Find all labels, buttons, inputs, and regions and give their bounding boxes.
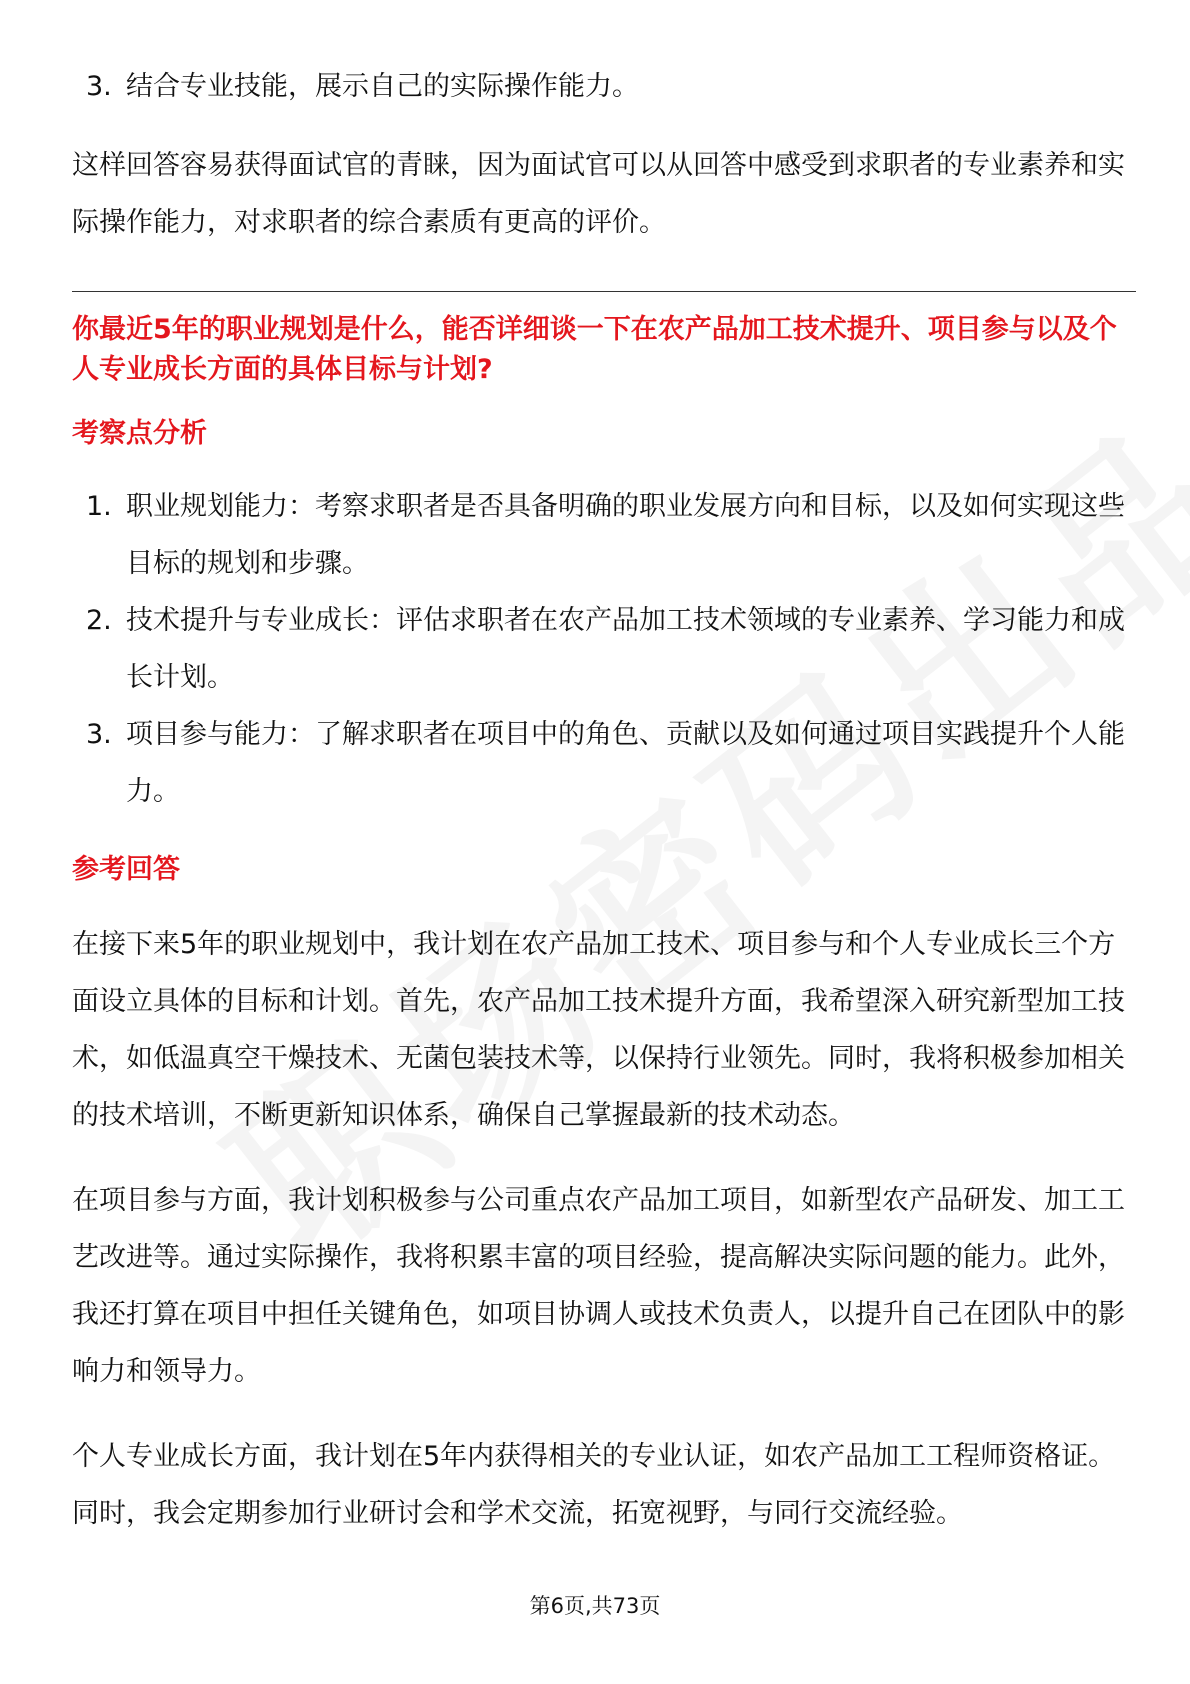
list-text: 技术提升与专业成长：评估求职者在农产品加工技术领域的专业素养、学习能力和成长计划。 bbox=[126, 605, 1125, 693]
analysis-item bbox=[72, 592, 1132, 706]
intro-paragraph: 这样回答容易获得面试官的青睐，因为面试官可以从回答中感受到求职者的专业素养和实际操作能力，对求职者的综合素质有更高的评价。 bbox=[72, 150, 1125, 238]
list-number: 2. bbox=[86, 605, 112, 636]
answer-paragraph: 在项目参与方面，我计划积极参与公司重点农产品加工项目，如新型农产品研发、加工工艺改进等。通过实际操作，我将积累丰富的项目经验，提高解决实际问题的能力。此外，我还打算在项目中担任关键角色，如项目协调人或技术负责人，以提升自己在团队中的影响力和领导力。 bbox=[72, 1185, 1125, 1387]
answer-paragraph: 个人专业成长方面，我计划在5年内获得相关的专业认证，如农产品加工工程师资格证。同时，我会定期参加行业研讨会和学术交流，拓宽视野，与同行交流经验。 bbox=[72, 1441, 1116, 1529]
list-text: 职业规划能力：考察求职者是否具备明确的职业发展方向和目标，以及如何实现这些目标的规划和步骤。 bbox=[126, 491, 1125, 579]
analysis-item bbox=[72, 706, 1132, 820]
list-text: 项目参与能力：了解求职者在项目中的角色、贡献以及如何通过项目实践提升个人能力。 bbox=[126, 719, 1125, 807]
page-content bbox=[72, 58, 1132, 1542]
interview-question: 你最近5年的职业规划是什么，能否详细谈一下在农产品加工技术提升、项目参与以及个人专业成长方面的具体目标与计划? bbox=[72, 314, 1117, 385]
analysis-title: 考察点分析 bbox=[72, 418, 207, 449]
answer-title: 参考回答 bbox=[72, 854, 180, 885]
list-number: 3. bbox=[86, 71, 112, 102]
page-number: 第6页,共73页 bbox=[529, 1594, 661, 1618]
intro-list-item bbox=[72, 58, 1132, 115]
list-text: 结合专业技能，展示自己的实际操作能力。 bbox=[126, 71, 639, 102]
analysis-item bbox=[72, 478, 1132, 592]
answer-paragraph: 在接下来5年的职业规划中，我计划在农产品加工技术、项目参与和个人专业成长三个方面设立具体的目标和计划。首先，农产品加工技术提升方面，我希望深入研究新型加工技术，如低温真空干燥技术、无菌包装技术等，以保持行业领先。同时，我将积极参加相关的技术培训，不断更新知识体系，确保自己掌握最新的技术动态。 bbox=[72, 929, 1125, 1131]
list-number: 1. bbox=[86, 491, 112, 522]
list-number: 3. bbox=[86, 719, 112, 750]
analysis-list bbox=[72, 478, 1132, 820]
